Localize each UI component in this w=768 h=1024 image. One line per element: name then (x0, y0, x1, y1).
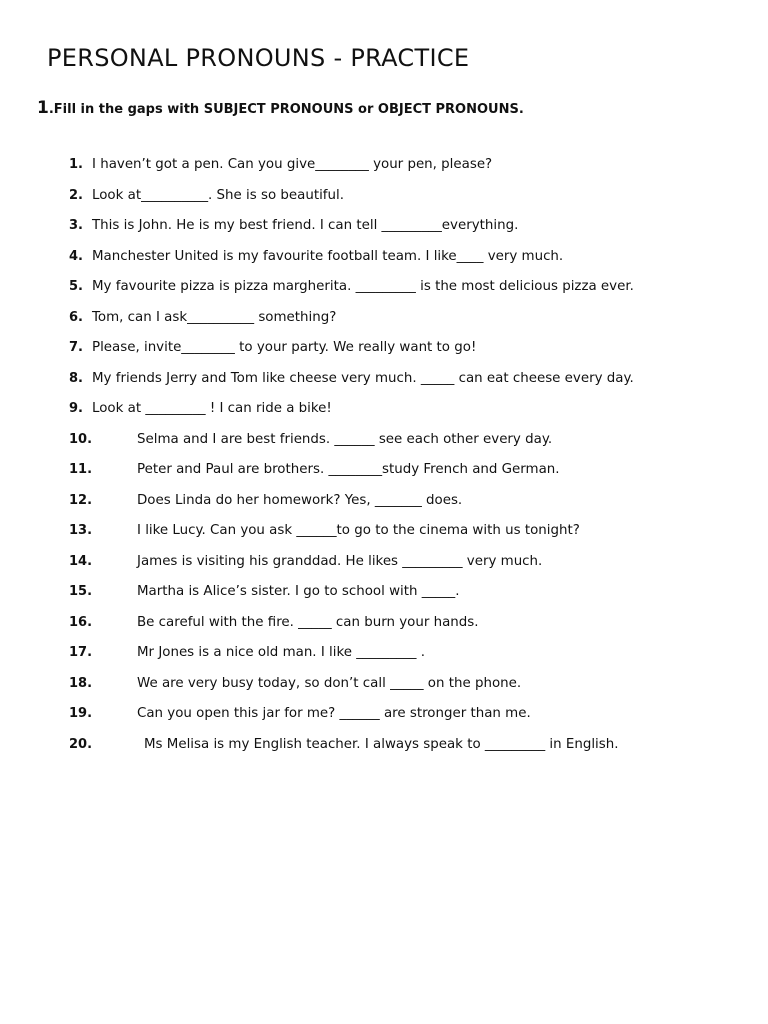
list-item (0, 213, 768, 244)
list-item (0, 732, 768, 763)
item-number: 11. (69, 462, 93, 477)
item-text: Can you open this jar for me? ______ are stronger than me. (137, 706, 531, 721)
item-text: This is John. He is my best friend. I can tell _________everything. (92, 218, 519, 233)
item-number: 3. (69, 218, 83, 233)
list-item (0, 244, 768, 275)
item-text: Peter and Paul are brothers. ________study French and German. (137, 462, 560, 477)
exercise-number: 1 (37, 98, 49, 118)
item-number: 17. (69, 645, 93, 660)
list-item (0, 335, 768, 366)
exercise-instruction (37, 98, 524, 118)
item-text: Be careful with the fire. _____ can burn your hands. (137, 614, 479, 630)
item-number: 20. (69, 736, 93, 752)
item-number: 8. (69, 370, 83, 386)
list-item (0, 671, 768, 702)
item-number: 6. (69, 309, 83, 325)
item-text: Selma and I are best friends. ______ see each other every day. (137, 431, 553, 447)
list-item (0, 183, 768, 214)
page-title: PERSONAL PRONOUNS - PRACTICE (47, 44, 470, 72)
list-item (0, 366, 768, 397)
list-item (0, 274, 768, 305)
item-text: I haven’t got a pen. Can you give________ your pen, please? (92, 157, 493, 172)
item-text: Please, invite________ to your party. We really want to go! (92, 340, 477, 355)
item-number: 18. (69, 675, 93, 691)
item-number: 1. (69, 157, 83, 172)
item-number: 12. (69, 492, 93, 508)
list-item (0, 579, 768, 610)
item-text: Mr Jones is a nice old man. I like _________ . (137, 645, 426, 660)
item-text: Ms Melisa is my English teacher. I always speak to _________ in English. (144, 736, 619, 752)
list-item (0, 488, 768, 519)
list-item (0, 549, 768, 580)
list-item (0, 640, 768, 671)
list-item (0, 457, 768, 488)
item-text: Tom, can I ask__________ something? (92, 309, 337, 325)
exercise-list (0, 152, 768, 762)
item-number: 15. (69, 584, 93, 599)
list-item (0, 701, 768, 732)
instruction-text: .Fill in the gaps with SUBJECT PRONOUNS or OBJECT PRONOUNS. (48, 102, 524, 117)
item-text: My favourite pizza is pizza margherita. _________ is the most delicious pizza ever. (92, 279, 634, 294)
item-text: Does Linda do her homework? Yes, _______ does. (137, 492, 463, 508)
list-item (0, 427, 768, 458)
list-item (0, 518, 768, 549)
item-number: 7. (69, 340, 83, 355)
item-text: I like Lucy. Can you ask ______to go to the cinema with us tonight? (137, 523, 580, 538)
item-text: James is visiting his granddad. He likes _________ very much. (137, 553, 543, 569)
item-text: Look at__________. She is so beautiful. (92, 187, 344, 203)
list-item (0, 152, 768, 183)
item-number: 13. (69, 523, 93, 538)
item-number: 14. (69, 553, 93, 569)
item-text: Martha is Alice’s sister. I go to school with _____. (137, 584, 460, 599)
list-item (0, 610, 768, 641)
item-number: 10. (69, 431, 93, 447)
item-text: Look at _________ ! I can ride a bike! (92, 401, 332, 416)
item-text: Manchester United is my favourite football team. I like____ very much. (92, 248, 564, 264)
item-number: 19. (69, 706, 93, 721)
list-item (0, 305, 768, 336)
item-text: My friends Jerry and Tom like cheese very much. _____ can eat cheese every day. (92, 370, 634, 386)
item-number: 2. (69, 187, 83, 203)
item-number: 5. (69, 279, 83, 294)
list-item (0, 396, 768, 427)
item-text: We are very busy today, so don’t call _____ on the phone. (137, 675, 522, 691)
item-number: 16. (69, 614, 93, 630)
item-number: 4. (69, 248, 83, 264)
item-number: 9. (69, 401, 83, 416)
